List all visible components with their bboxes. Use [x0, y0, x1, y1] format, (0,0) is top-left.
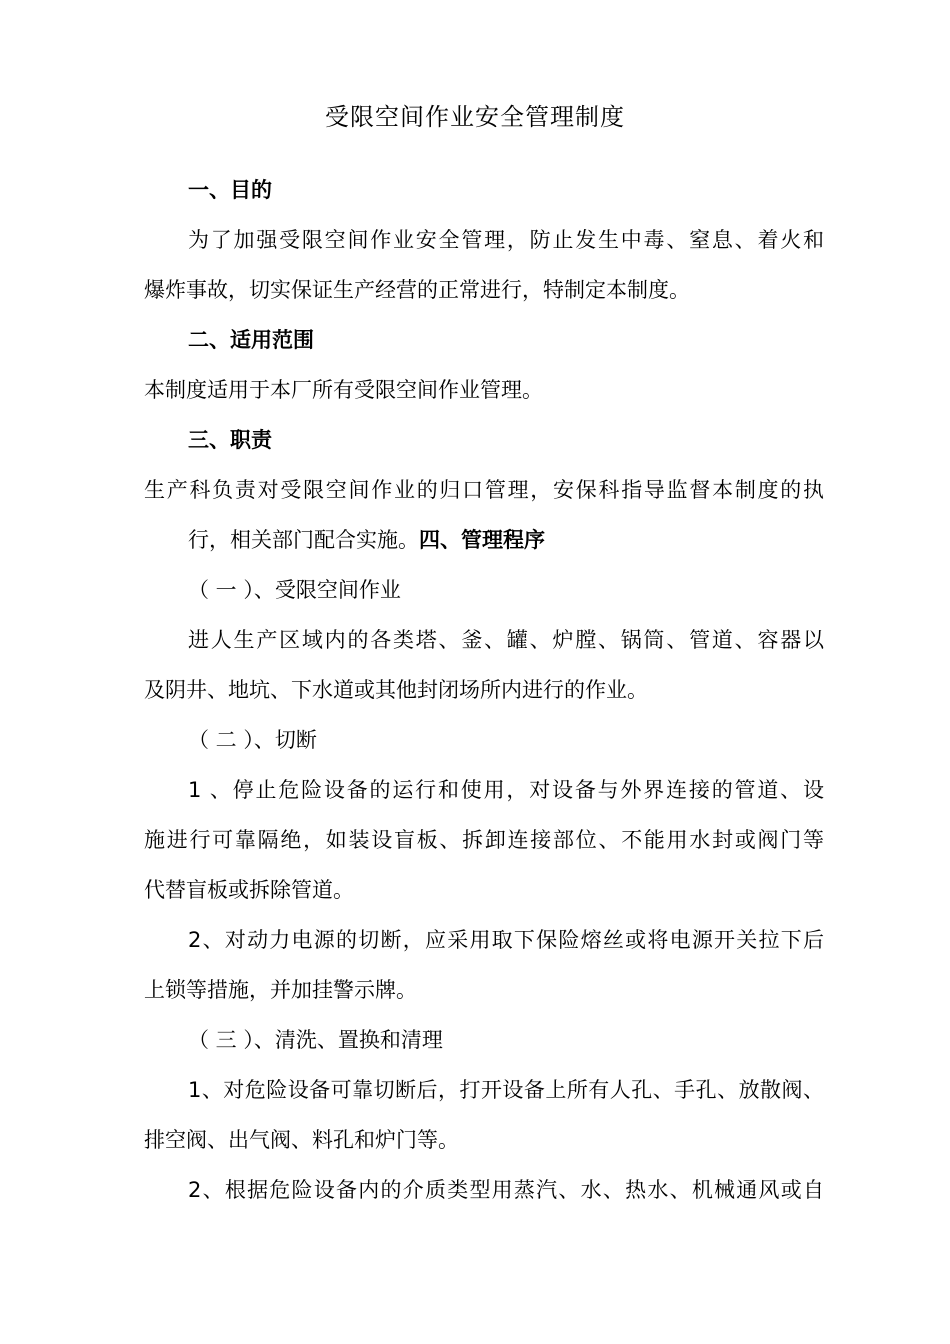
paragraph-line: 排空阀、出气阀、料孔和炉门等。	[144, 1128, 459, 1152]
paragraph-line: 1 、停止危险设备的运行和使用，对设备与外界连接的管道、设	[188, 778, 824, 802]
section-heading-scope: 二、适用范围	[188, 328, 314, 352]
paragraph-line: 1、对危险设备可靠切断后，打开设备上所有人孔、手孔、放散阀、	[188, 1078, 824, 1102]
paragraph-line: 生产科负责对受限空间作业的归口管理，安保科指导监督本制度的执	[144, 478, 824, 502]
paragraph-line: 代替盲板或拆除管道。	[144, 878, 354, 902]
paragraph-line: 本制度适用于本厂所有受限空间作业管理。	[144, 378, 543, 402]
section-heading-procedure: 四、管理程序	[419, 528, 545, 552]
paragraph-text: 行，相关部门配合实施。	[188, 528, 419, 552]
subsection-heading: （ 二 ）、切断	[188, 728, 317, 752]
paragraph-line: 爆炸事故，切实保证生产经营的正常进行，特制定本制度。	[144, 278, 690, 302]
paragraph-line: 2、对动力电源的切断，应采用取下保险熔丝或将电源开关拉下后	[188, 928, 824, 952]
paragraph-line: 为了加强受限空间作业安全管理，防止发生中毒、窒息、着火和	[188, 228, 824, 252]
paragraph-line: 施进行可靠隔绝，如装设盲板、拆卸连接部位、不能用水封或阀门等	[144, 828, 824, 852]
paragraph-line-with-heading	[188, 524, 545, 556]
paragraph-line: 2、根据危险设备内的介质类型用蒸汽、水、热水、机械通风或自	[188, 1178, 824, 1202]
paragraph-line: 上锁等措施，并加挂警示牌。	[144, 978, 417, 1002]
paragraph-line: 及阴井、地坑、下水道或其他封闭场所内进行的作业。	[144, 678, 648, 702]
section-heading-responsibility: 三、职责	[188, 428, 272, 452]
subsection-heading: （ 一 ）、受限空间作业	[188, 578, 401, 602]
section-heading-purpose: 一、目的	[188, 178, 272, 202]
document-title: 受限空间作业安全管理制度	[325, 103, 625, 131]
subsection-heading: （ 三 ）、清洗、置换和清理	[188, 1028, 443, 1052]
paragraph-line: 进人生产区域内的各类塔、釜、罐、炉膛、锅筒、管道、容器以	[188, 628, 824, 652]
